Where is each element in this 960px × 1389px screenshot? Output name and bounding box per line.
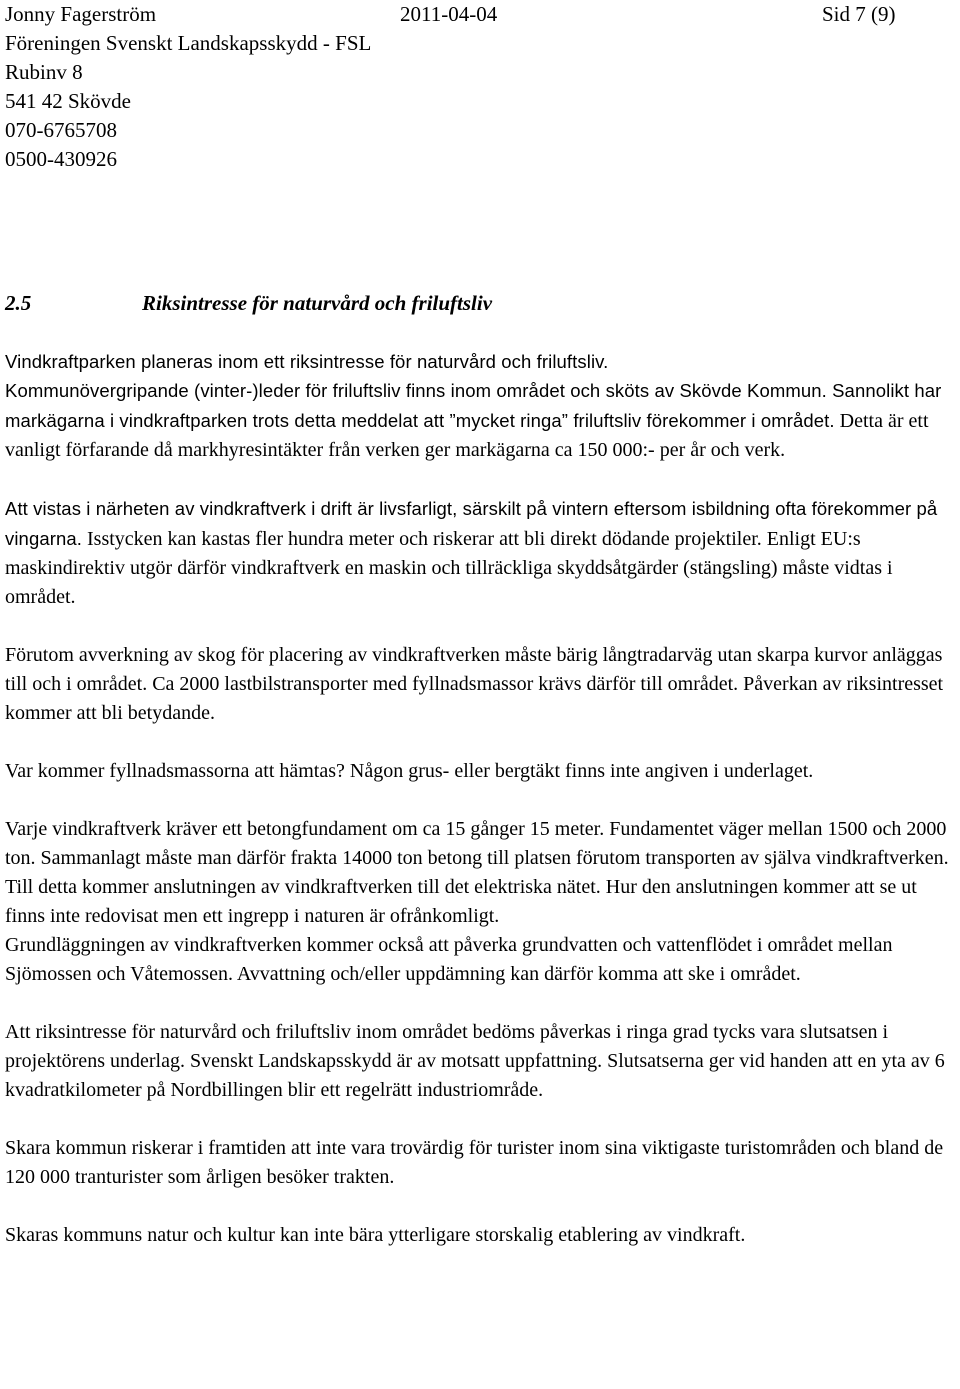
postal-address: 541 42 Skövde: [5, 89, 131, 113]
section-heading: [5, 289, 492, 318]
paragraph: Varje vindkraftverk kräver ett betongfundament om ca 15 gånger 15 meter. Fundamentet väger mellan 1500 och 2000 ton. Sammanlagt måste man därför frakta 14000 ton betong till platsen förutom transporten av själva vindkraftverken. Till detta kommer anslutningen av vindkraftverken till det elektriska nätet. Hur den anslutningen kommer att se ut finns inte redovisat men ett ingrepp i naturen är ofrånkomligt.: [5, 818, 949, 927]
paragraph: Skara kommun riskerar i framtiden att inte vara trovärdig för turister inom sina viktigaste turistområden och bland de 120 000 tranturister som årligen besöker trakten.: [5, 1137, 944, 1188]
paragraph-gap: [5, 1105, 955, 1134]
section-title: Riksintresse för naturvård och friluftsliv: [142, 291, 493, 315]
paragraph: Förutom avverkning av skog för placering av vindkraftverken måste bärig långtradarväg utan skarpa kurvor anläggas till och i området. Ca 2000 lastbilstransporter med fyllnadsmassor krävs därför till området. Påverkan av riksintresset kommer att bli betydande.: [5, 644, 944, 724]
paragraph-gap: [5, 989, 955, 1018]
paragraph-gap: [5, 786, 955, 815]
section-body: [5, 347, 955, 1250]
paragraph-text: Isstycken kan kastas fler hundra meter och riskerar att bli direkt dödande projektiler. Enligt EU:s maskindirektiv utgör därför vindkraftverk en maskin och tillräckliga skyddsåtgärder (stängsling) måste vidtas i området.: [5, 528, 893, 608]
street-address: Rubinv 8: [5, 60, 83, 84]
paragraph-gap: [5, 1192, 955, 1221]
paragraph: [5, 494, 955, 612]
document-date: 2011-04-04: [400, 2, 498, 26]
letter-header: [5, 0, 960, 174]
header-first-line: [5, 0, 960, 29]
paragraph: [5, 376, 955, 465]
paragraph-text-sans: Kommunövergripande (vinter-)leder för friluftsliv finns inom området och sköts av Skövde Kommun. Sannolikt har markägarna i vindkraftparken trots detta meddelat att ”mycket ringa” friluftsliv förekommer i området.: [5, 380, 942, 431]
paragraph: Vindkraftparken planeras inom ett riksintresse för naturvård och friluftsliv.: [5, 351, 609, 372]
paragraph-gap: [5, 612, 955, 641]
paragraph-text-sans: Att vistas i närheten av vindkraftverk i drift är livsfarligt, särskilt på vintern eftersom isbildning ofta förekommer på vingarna.: [5, 498, 938, 549]
section-number: 2.5: [5, 291, 32, 315]
paragraph: Att riksintresse för naturvård och friluftsliv inom området bedöms påverkas i ringa grad tycks vara slutsatsen i projektörens underlag. Svenskt Landskapsskydd är av motsatt uppfattning. Slutsatserna ger vid handen att en yta av 6 kvadratkilometer på Nordbillingen blir ett regelrätt industriområde.: [5, 1021, 945, 1101]
paragraph: Var kommer fyllnadsmassorna att hämtas? Någon grus- eller bergtäkt finns inte angiven i underlaget.: [5, 760, 814, 782]
paragraph-text: Detta är ett vanligt förfarande då markhyresintäkter från verken ger markägarna ca 150 000:- per år och verk.: [5, 410, 929, 461]
phone-landline: 0500-430926: [5, 147, 117, 171]
paragraph-gap: [5, 728, 955, 757]
organization-name: Föreningen Svenskt Landskapsskydd - FSL: [5, 31, 372, 55]
paragraph: Skaras kommuns natur och kultur kan inte bära ytterligare storskalig etablering av vindkraft.: [5, 1224, 746, 1246]
paragraph: Grundläggningen av vindkraftverken kommer också att påverka grundvatten och vattenflödet i området mellan Sjömossen och Våtemossen. Avvattning och/eller uppdämning kan därför komma att ske i området.: [5, 934, 893, 985]
page-number: Sid 7 (9): [822, 2, 896, 26]
phone-mobile: 070-6765708: [5, 118, 117, 142]
paragraph-gap: [5, 465, 955, 494]
author-name: Jonny Fagerström: [5, 2, 157, 26]
